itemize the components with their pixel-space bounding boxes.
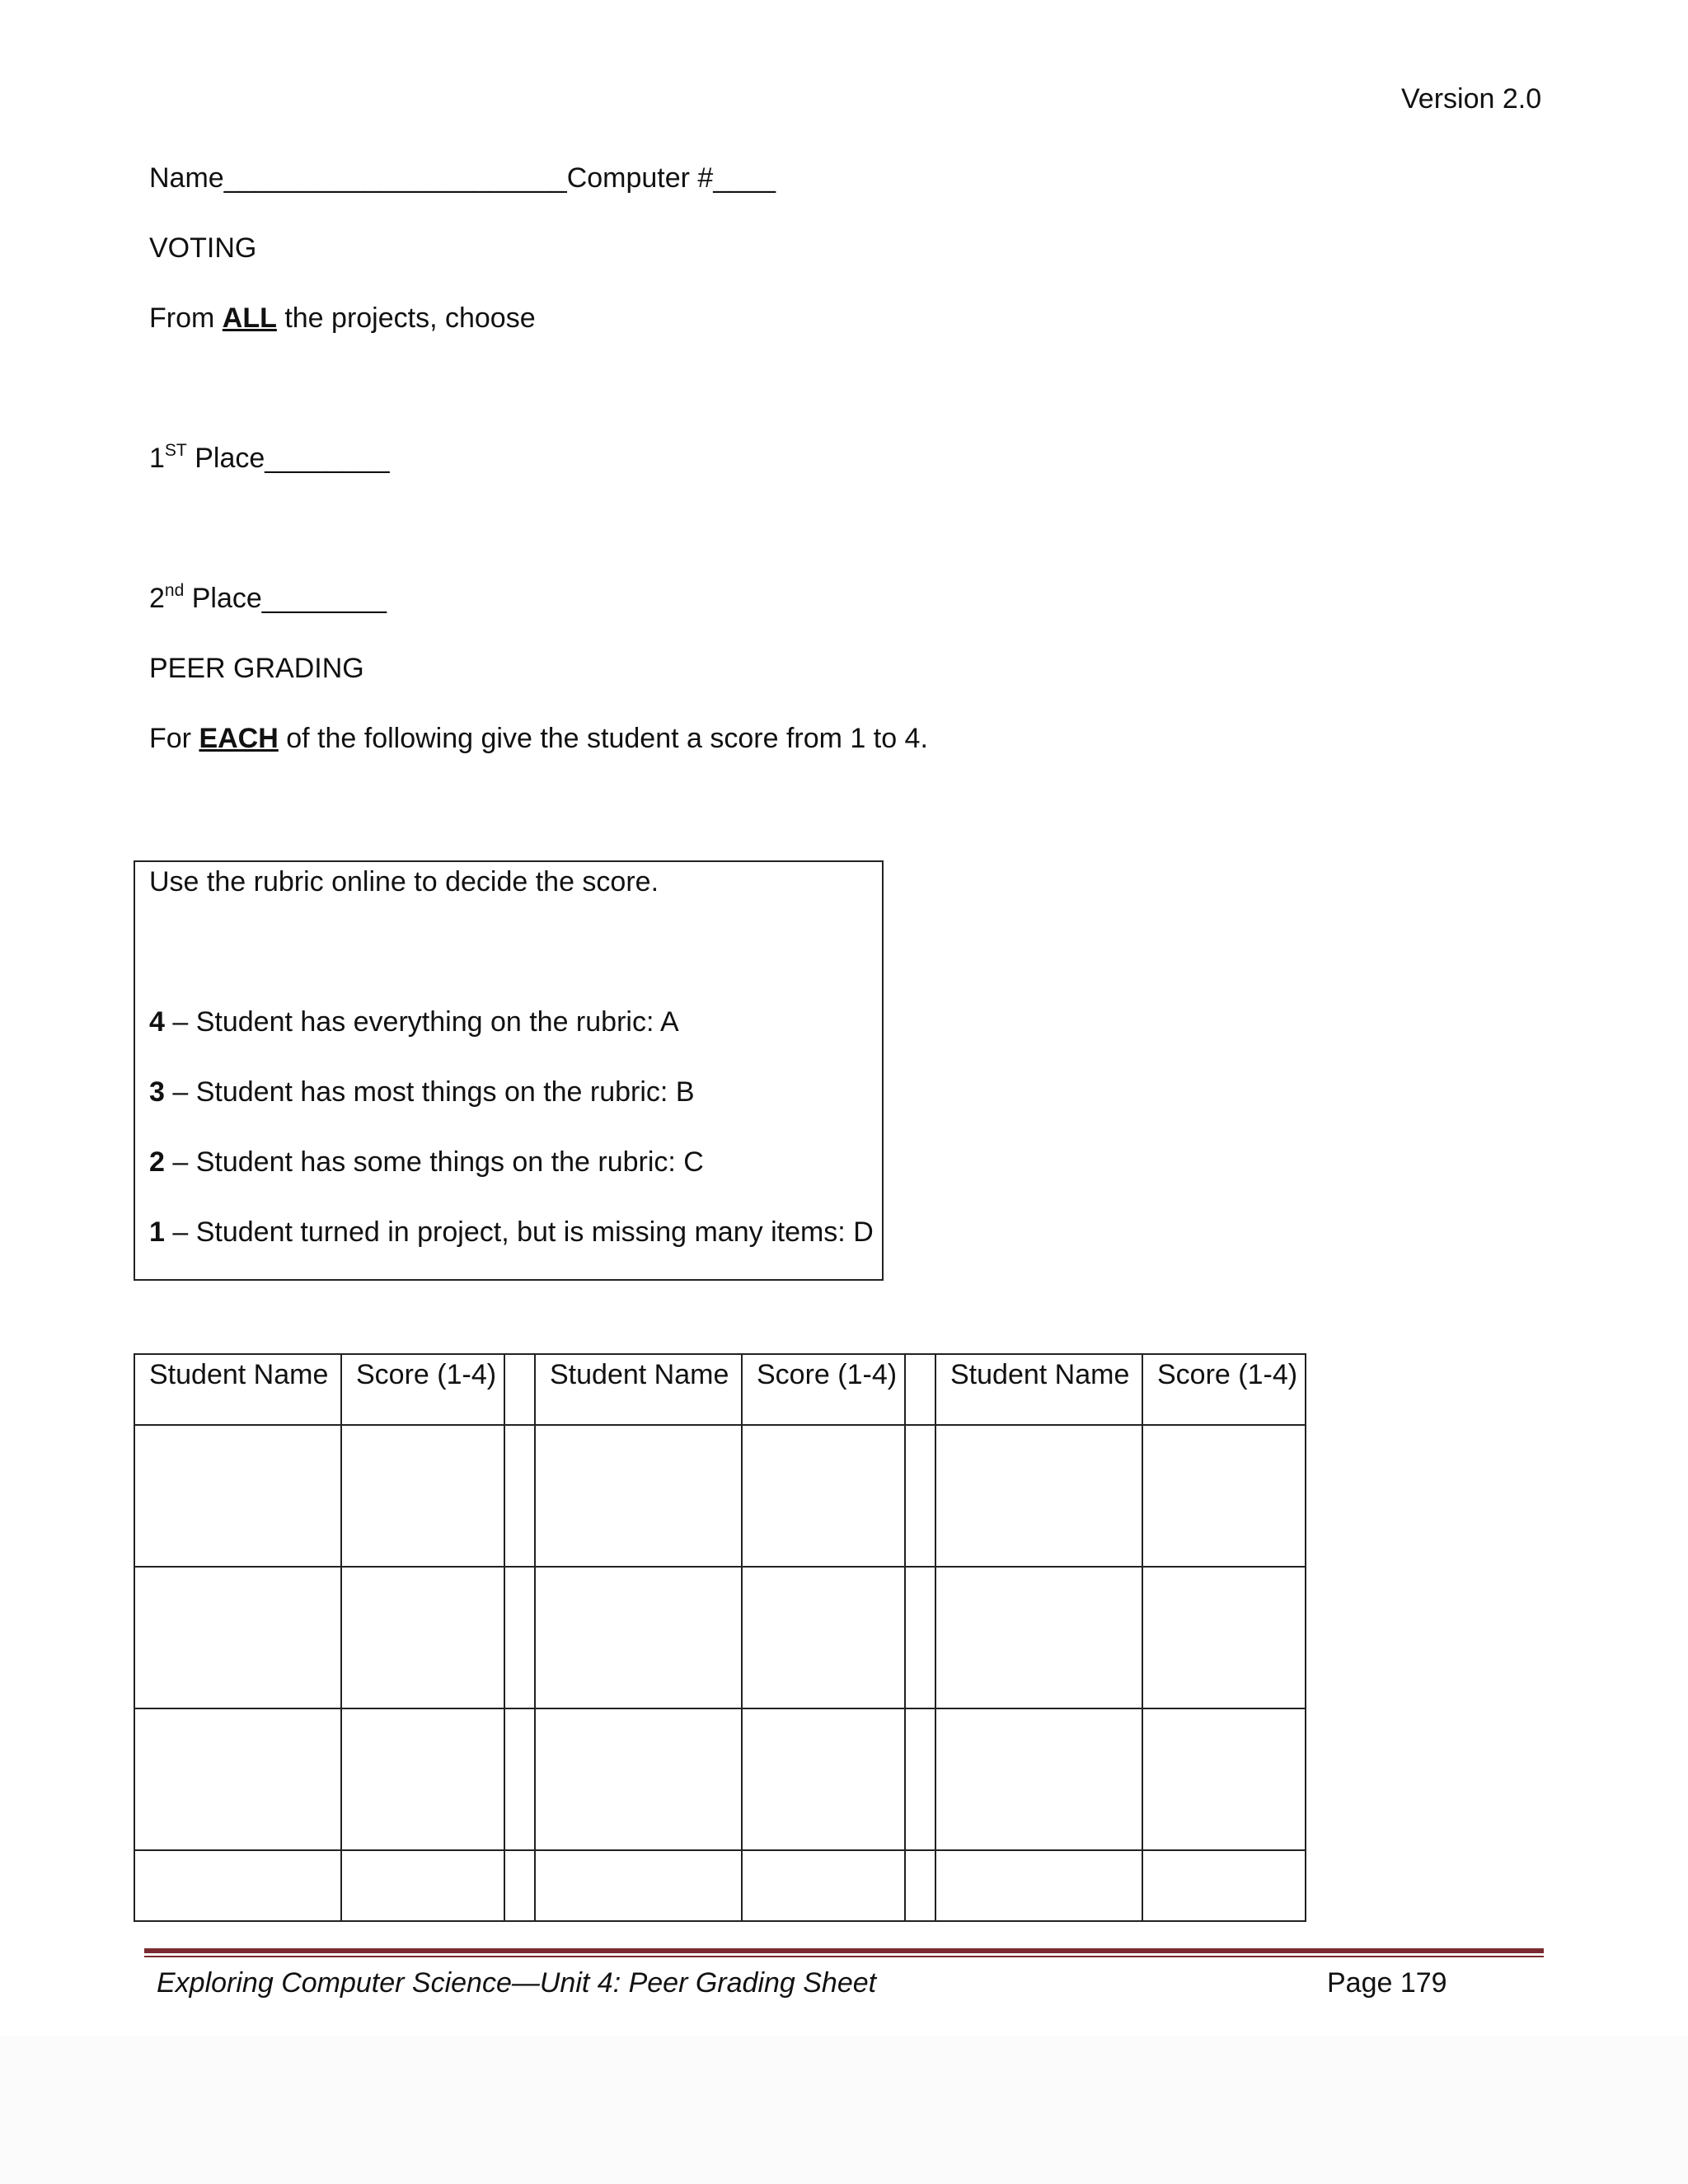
first-place-number: 1 — [149, 443, 165, 474]
peer-instruction-post: of the following give the student a score from 1 to 4. — [278, 723, 928, 754]
peer-grading-heading: PEER GRADING — [149, 653, 364, 684]
student-name-cell[interactable] — [935, 1567, 1142, 1708]
header-student-name: Student Name — [134, 1354, 341, 1425]
header-student-name: Student Name — [535, 1354, 742, 1425]
score-cell[interactable] — [742, 1567, 905, 1708]
header-score: Score (1-4) — [1142, 1354, 1306, 1425]
table-row — [134, 1850, 1306, 1921]
footer-title: Exploring Computer Science—Unit 4: Peer Grading Sheet — [157, 1967, 877, 1999]
table-row — [134, 1708, 1306, 1850]
score-cell[interactable] — [341, 1567, 504, 1708]
name-field-label[interactable]: Name______________________ — [149, 162, 567, 194]
score-cell[interactable] — [1142, 1850, 1306, 1921]
footer-rule — [144, 1948, 1544, 1953]
peer-grading-table — [134, 1353, 1306, 1922]
score-cell[interactable] — [742, 1850, 905, 1921]
header-score: Score (1-4) — [341, 1354, 504, 1425]
spacer-cell — [504, 1567, 535, 1708]
voting-instruction-post: the projects, choose — [276, 302, 536, 334]
rubric-item-1 — [149, 1216, 874, 1249]
spacer-cell — [504, 1708, 535, 1850]
spacer-cell — [905, 1567, 935, 1708]
second-place-line[interactable] — [149, 582, 387, 615]
rubric-intro: Use the rubric online to decide the score. — [149, 866, 659, 898]
spacer-cell — [905, 1708, 935, 1850]
student-name-cell[interactable] — [535, 1567, 742, 1708]
spacer-cell — [504, 1354, 535, 1425]
student-name-cell[interactable] — [134, 1850, 341, 1921]
first-place-suffix: ST — [164, 441, 187, 460]
rubric-description: – Student has some things on the rubric: C — [164, 1146, 704, 1178]
name-computer-line — [149, 162, 776, 194]
page-number: Page 179 — [1327, 1967, 1447, 1999]
page-bottom-tint — [0, 2036, 1688, 2184]
rubric-box — [134, 860, 884, 1281]
student-name-cell[interactable] — [134, 1708, 341, 1850]
spacer-cell — [504, 1850, 535, 1921]
footer-rule-thin — [144, 1956, 1544, 1957]
rubric-score: 3 — [149, 1076, 165, 1108]
student-name-cell[interactable] — [134, 1567, 341, 1708]
peer-instruction-pre: For — [149, 723, 199, 754]
computer-field-label[interactable]: Computer #____ — [566, 162, 776, 194]
rubric-score: 1 — [149, 1216, 165, 1248]
score-cell[interactable] — [341, 1425, 504, 1567]
score-cell[interactable] — [742, 1425, 905, 1567]
score-cell[interactable] — [341, 1850, 504, 1921]
voting-instruction — [149, 302, 536, 335]
rubric-description: – Student has most things on the rubric: B — [164, 1076, 695, 1108]
second-place-number: 2 — [149, 583, 165, 614]
first-place-line[interactable] — [149, 442, 390, 475]
version-label: Version 2.0 — [1401, 83, 1542, 115]
table-row — [134, 1567, 1306, 1708]
peer-grading-instruction — [149, 722, 928, 755]
rubric-item-2 — [149, 1146, 704, 1179]
student-name-cell[interactable] — [535, 1425, 742, 1567]
table-header-row — [134, 1354, 1306, 1425]
spacer-cell — [905, 1850, 935, 1921]
header-student-name: Student Name — [935, 1354, 1142, 1425]
student-name-cell[interactable] — [535, 1850, 742, 1921]
voting-instruction-emphasis: ALL — [222, 302, 277, 334]
spacer-cell — [905, 1425, 935, 1567]
student-name-cell[interactable] — [935, 1425, 1142, 1567]
score-cell[interactable] — [1142, 1425, 1306, 1567]
first-place-label: Place________ — [186, 443, 390, 474]
spacer-cell — [504, 1425, 535, 1567]
rubric-item-4 — [149, 1005, 679, 1038]
score-cell[interactable] — [742, 1708, 905, 1850]
score-cell[interactable] — [1142, 1567, 1306, 1708]
rubric-description: – Student turned in project, but is missing many items: D — [164, 1216, 874, 1248]
voting-instruction-pre: From — [149, 302, 223, 334]
spacer-cell — [905, 1354, 935, 1425]
score-cell[interactable] — [341, 1708, 504, 1850]
rubric-item-3 — [149, 1076, 695, 1108]
second-place-label: Place________ — [184, 583, 387, 614]
score-cell[interactable] — [1142, 1708, 1306, 1850]
rubric-score: 4 — [149, 1006, 165, 1038]
voting-heading: VOTING — [149, 232, 257, 264]
student-name-cell[interactable] — [935, 1708, 1142, 1850]
header-score: Score (1-4) — [742, 1354, 905, 1425]
rubric-description: – Student has everything on the rubric: A — [164, 1006, 679, 1038]
student-name-cell[interactable] — [535, 1708, 742, 1850]
second-place-suffix: nd — [164, 581, 185, 600]
peer-instruction-emphasis: EACH — [199, 723, 279, 754]
student-name-cell[interactable] — [134, 1425, 341, 1567]
table-row — [134, 1425, 1306, 1567]
rubric-score: 2 — [149, 1146, 165, 1178]
student-name-cell[interactable] — [935, 1850, 1142, 1921]
